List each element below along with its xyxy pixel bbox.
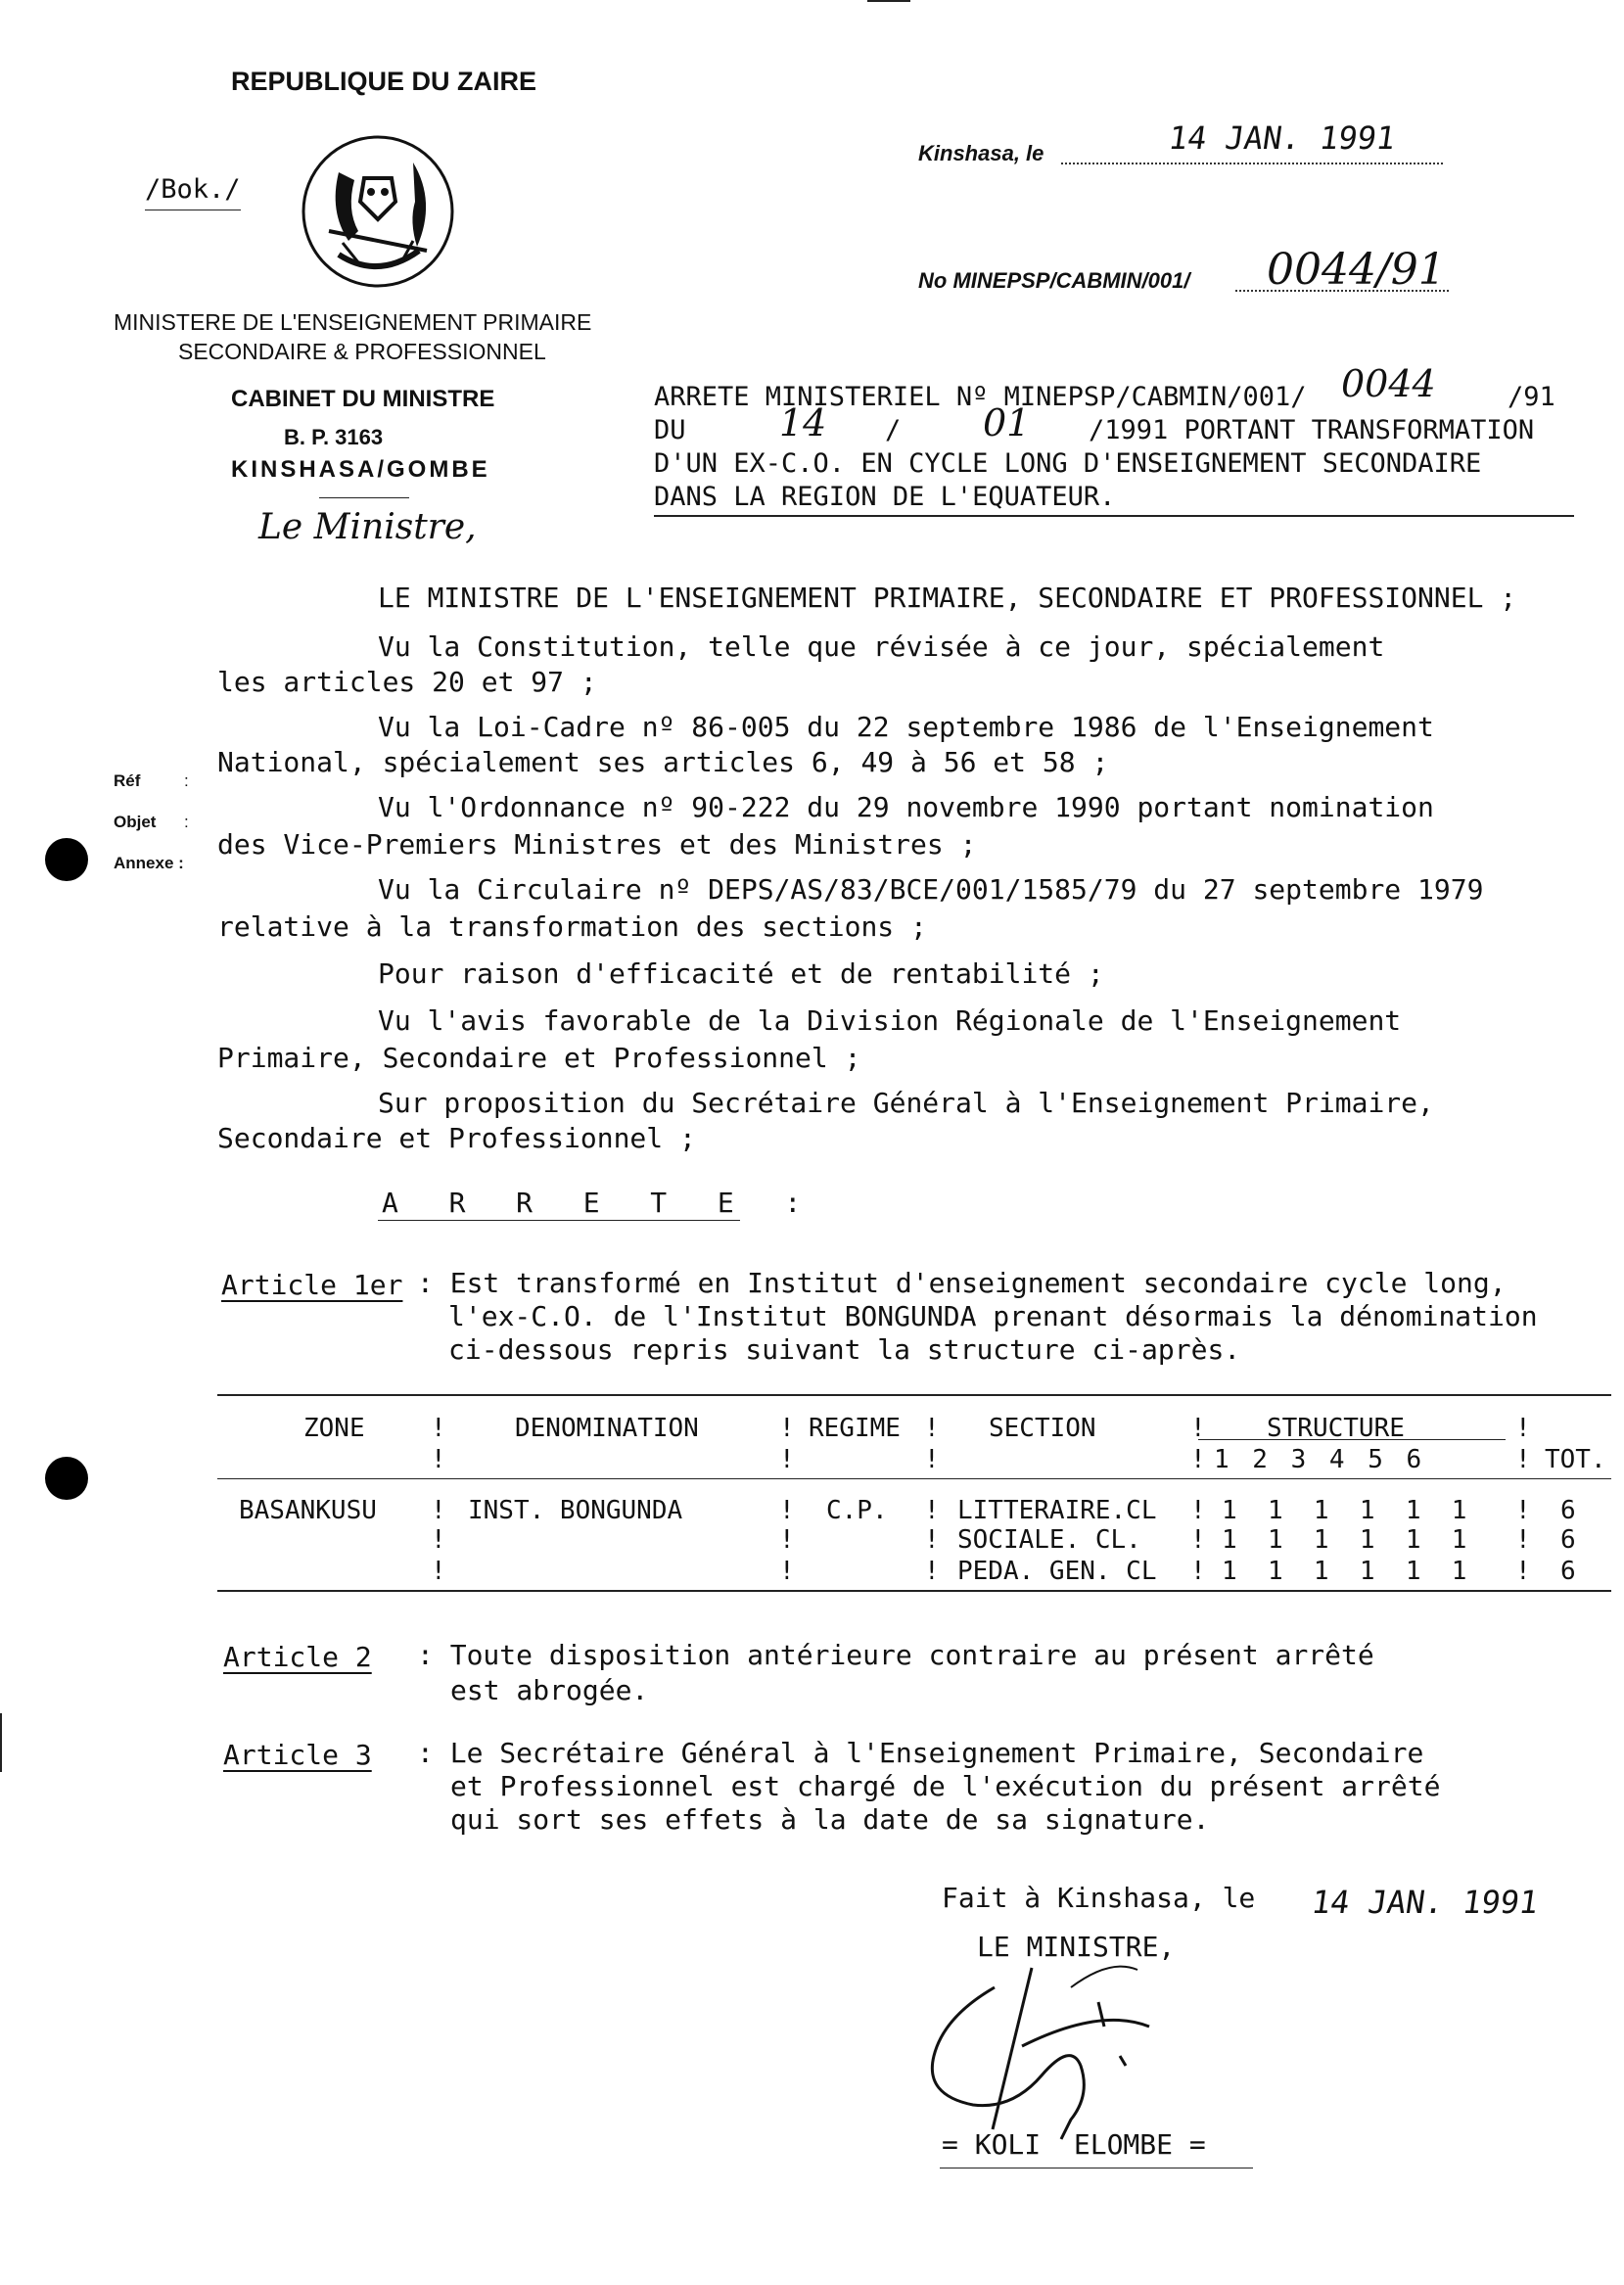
- city-underline: [319, 497, 409, 498]
- table-header-rule: [217, 1478, 1611, 1479]
- table-row-2-total: 6: [1560, 1525, 1576, 1555]
- punch-hole-1: [45, 838, 88, 881]
- closing-date-stamp: 14 JAN. 1991: [1309, 1884, 1541, 1921]
- ministry-line-1: MINISTERE DE L'ENSEIGNEMENT PRIMAIRE: [114, 309, 592, 335]
- side-label-objet: Objet: [114, 813, 157, 831]
- cabinet-heading: CABINET DU MINISTRE: [231, 386, 495, 412]
- title-line-3: D'UN EX-C.O. EN CYCLE LONG D'ENSEIGNEMENT SECONDAIRE: [654, 448, 1482, 479]
- preamble-proposition-2: Secondaire et Professionnel ;: [217, 1122, 696, 1154]
- sep: !: [1515, 1557, 1531, 1586]
- place-label: Kinshasa, le: [918, 141, 1044, 165]
- closing-fait: Fait à Kinshasa, le: [942, 1882, 1256, 1914]
- preamble-ordonnance-1: Vu l'Ordonnance nº 90-222 du 29 novembre 1990 portant nomination: [378, 791, 1434, 823]
- preamble-constitution-1: Vu la Constitution, telle que révisée à ce jour, spécialement: [378, 630, 1385, 663]
- sep: !: [1190, 1557, 1206, 1586]
- article-1-line-2: l'ex-C.O. de l'Institut BONGUNDA prenant désormais la dénomination: [448, 1300, 1538, 1332]
- table-bottom-rule: [217, 1590, 1611, 1592]
- sep: !: [779, 1414, 795, 1443]
- table-row-3-years: 1 1 1 1 1 1: [1222, 1557, 1467, 1586]
- table-cell-denomination: INST. BONGUNDA: [468, 1496, 683, 1525]
- coat-of-arms-emblem: [300, 133, 456, 290]
- sep: !: [779, 1525, 795, 1555]
- number-label: No MINEPSP/CABMIN/001/: [918, 268, 1190, 293]
- top-mark: [867, 0, 910, 2]
- title-line-1-handwritten: 0044: [1341, 362, 1436, 405]
- table-row-3-section: PEDA. GEN. CL: [957, 1557, 1157, 1586]
- side-label-ref-colon: :: [184, 771, 189, 790]
- sep: !: [1190, 1445, 1206, 1474]
- minister-name: = KOLI ELOMBE =: [942, 2128, 1206, 2161]
- article-1-line-3: ci-dessous repris suivant la structure ci-après.: [448, 1333, 1241, 1366]
- sep: !: [779, 1496, 795, 1525]
- title-line-1-prefix: ARRETE MINISTERIEL Nº MINEPSP/CABMIN/001/: [654, 382, 1307, 412]
- sep: !: [431, 1496, 446, 1525]
- preamble-ordonnance-2: des Vice-Premiers Ministres et des Ministres ;: [217, 828, 977, 861]
- punch-hole-2: [45, 1457, 88, 1500]
- table-row-2-years: 1 1 1 1 1 1: [1222, 1525, 1467, 1555]
- preamble-avis-1: Vu l'avis favorable de la Division Régionale de l'Enseignement: [378, 1004, 1402, 1037]
- article-3-label: Article 3: [223, 1739, 372, 1771]
- sep: !: [431, 1525, 446, 1555]
- city: KINSHASA/GOMBE: [231, 456, 490, 483]
- sep: !: [1515, 1414, 1531, 1443]
- table-header-regime: REGIME: [809, 1414, 901, 1443]
- title-line-1-suffix: /91: [1508, 382, 1555, 412]
- sep: !: [924, 1445, 940, 1474]
- article-3-line-1: : Le Secrétaire Général à l'Enseignement Primaire, Secondaire: [417, 1737, 1424, 1769]
- date-dotted-line: [1061, 163, 1443, 164]
- table-header-zone: ZONE: [303, 1414, 365, 1443]
- title-line-4: DANS LA REGION DE L'EQUATEUR.: [654, 482, 1116, 512]
- preamble-loi-cadre-2: National, spécialement ses articles 6, 49 à 56 et 58 ;: [217, 746, 1109, 778]
- sep: !: [431, 1445, 446, 1474]
- preamble-constitution-2: les articles 20 et 97 ;: [217, 666, 597, 698]
- article-2-line-1: : Toute disposition antérieure contraire au présent arrêté: [417, 1639, 1374, 1671]
- preamble-loi-cadre-1: Vu la Loi-Cadre nº 86-005 du 22 septembre 1986 de l'Enseignement: [378, 711, 1434, 743]
- date-stamp: 14 JAN. 1991: [1166, 119, 1398, 157]
- sep: !: [779, 1445, 795, 1474]
- number-handwritten: 0044/91: [1267, 245, 1446, 295]
- ministry-line-2: SECONDAIRE & PROFESSIONNEL: [178, 339, 546, 364]
- table-row-1-section: LITTERAIRE.CL: [957, 1496, 1157, 1525]
- side-label-annexe: Annexe :: [114, 854, 184, 872]
- title-line-2-du: DU: [654, 415, 686, 445]
- preamble-circulaire-2: relative à la transformation des sections ;: [217, 910, 927, 943]
- side-label-ref: Réf: [114, 771, 141, 790]
- sep: !: [924, 1414, 940, 1443]
- arrete-heading: A R R E T E :: [382, 1187, 808, 1219]
- sep: !: [1190, 1496, 1206, 1525]
- article-1-label: Article 1er: [221, 1269, 403, 1301]
- title-line-2-month: 01: [983, 401, 1031, 444]
- table-header-section: SECTION: [989, 1414, 1096, 1443]
- article-2-label: Article 2: [223, 1641, 372, 1673]
- table-row-2-section: SOCIALE. CL.: [957, 1525, 1141, 1555]
- country-heading: REPUBLIQUE DU ZAIRE: [231, 67, 537, 96]
- preamble-proposition-1: Sur proposition du Secrétaire Général à l'Enseignement Primaire,: [378, 1087, 1434, 1119]
- table-header-structure: STRUCTURE: [1267, 1414, 1405, 1443]
- reference-initials: /Bok./: [145, 174, 241, 205]
- sep: !: [1190, 1525, 1206, 1555]
- table-row-1-years: 1 1 1 1 1 1: [1222, 1496, 1467, 1525]
- preamble-avis-2: Primaire, Secondaire et Professionnel ;: [217, 1042, 861, 1074]
- table-cell-zone: BASANKUSU: [239, 1496, 377, 1525]
- title-block-rule: [654, 515, 1574, 517]
- sep: !: [1190, 1414, 1206, 1443]
- table-header-total: TOT.: [1545, 1445, 1606, 1474]
- sep: !: [431, 1414, 446, 1443]
- table-top-rule: [217, 1394, 1611, 1396]
- preamble-efficacite: Pour raison d'efficacité et de rentabilité ;: [378, 957, 1104, 990]
- sep: !: [779, 1557, 795, 1586]
- sep: !: [1515, 1525, 1531, 1555]
- article-3-line-2: et Professionnel est chargé de l'exécution du présent arrêté: [450, 1770, 1441, 1802]
- sep: !: [924, 1496, 940, 1525]
- table-row-3-total: 6: [1560, 1557, 1576, 1586]
- article-1-line-1: : Est transformé en Institut d'enseignement secondaire cycle long,: [417, 1267, 1507, 1299]
- article-2-line-2: est abrogée.: [450, 1674, 649, 1706]
- sep: !: [431, 1557, 446, 1586]
- margin-mark: [0, 1713, 4, 1772]
- handwritten-signature: [924, 1948, 1218, 2144]
- sep: !: [924, 1525, 940, 1555]
- title-line-2-rest: /1991 PORTANT TRANSFORMATION: [1089, 415, 1535, 445]
- sep: !: [1515, 1496, 1531, 1525]
- table-header-years: 1 2 3 4 5 6: [1214, 1445, 1422, 1474]
- sep: !: [924, 1557, 940, 1586]
- table-header-denomination: DENOMINATION: [515, 1414, 699, 1443]
- table-row-1-total: 6: [1560, 1496, 1576, 1525]
- title-line-2-separator: /: [885, 415, 902, 445]
- preamble-circulaire-1: Vu la Circulaire nº DEPS/AS/83/BCE/001/1585/79 du 27 septembre 1979: [378, 873, 1484, 906]
- minister-script: Le Ministre,: [258, 507, 477, 547]
- closing-minister-title: LE MINISTRE,: [977, 1931, 1176, 1963]
- title-line-2-day: 14: [779, 401, 827, 444]
- preamble-minister: LE MINISTRE DE L'ENSEIGNEMENT PRIMAIRE, SECONDAIRE ET PROFESSIONNEL ;: [378, 582, 1517, 614]
- arrete-underline: [378, 1220, 740, 1221]
- table-cell-regime: C.P.: [826, 1496, 888, 1525]
- article-3-line-3: qui sort ses effets à la date de sa signature.: [450, 1803, 1210, 1836]
- sep: !: [1515, 1445, 1531, 1474]
- side-label-objet-colon: :: [184, 813, 189, 831]
- postal-box: B. P. 3163: [284, 425, 384, 449]
